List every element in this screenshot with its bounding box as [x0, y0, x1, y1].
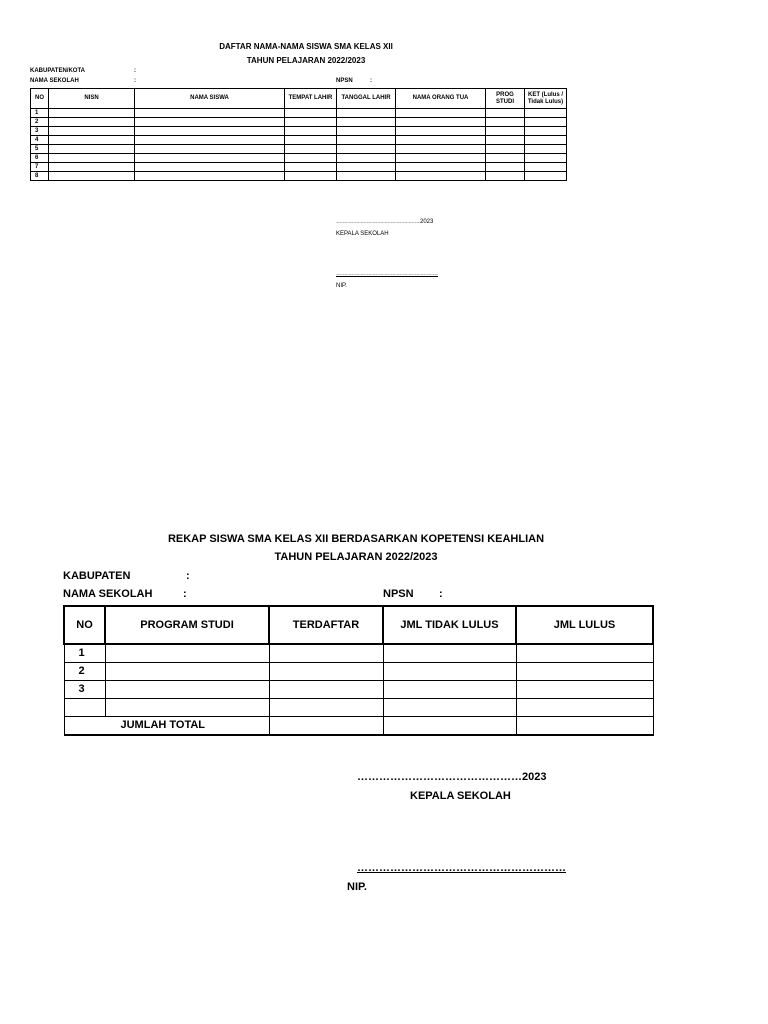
- section1-kabupaten-colon: :: [134, 68, 136, 74]
- row-number: 1: [64, 644, 105, 663]
- column-header-jml-lulus: JML LULUS: [516, 606, 653, 644]
- section1-npsn-label: NPSN: [336, 78, 353, 84]
- table-row: [31, 127, 567, 136]
- row-number: 8: [31, 172, 49, 181]
- section2-sign-role: KEPALA SEKOLAH: [410, 790, 511, 802]
- row-number: 6: [31, 154, 49, 163]
- column-header-prog-studi: PROG STUDI: [486, 89, 525, 109]
- section1-sign-role: KEPALA SEKOLAH: [336, 231, 389, 237]
- table-row: [31, 154, 567, 163]
- column-header-program-studi: PROGRAM STUDI: [105, 606, 269, 644]
- section1-nip-label: NIP.: [336, 283, 347, 289]
- section1-title-line1: DAFTAR NAMA-NAMA SISWA SMA KELAS XII: [219, 42, 393, 51]
- total-row: [64, 717, 653, 736]
- section2-signature-line: …………………………………………………: [357, 862, 566, 874]
- row-number: 3: [64, 681, 105, 699]
- section1-title-line2: TAHUN PELAJARAN 2022/2023: [246, 56, 366, 65]
- column-header-jml-tidak-lulus: JML TIDAK LULUS: [383, 606, 516, 644]
- column-header-no: NO: [31, 89, 49, 109]
- column-header-tempat-lahir: TEMPAT LAHIR: [285, 89, 337, 109]
- table-row: [64, 663, 653, 681]
- row-number: 7: [31, 163, 49, 172]
- column-header-nama-orang-tua: NAMA ORANG TUA: [396, 89, 486, 109]
- table-row: [31, 118, 567, 127]
- table-row: [31, 109, 567, 118]
- column-header-no: NO: [64, 606, 105, 644]
- column-header-ket: KET (Lulus / Tidak Lulus): [525, 89, 567, 109]
- section2-kabupaten-label: KABUPATEN: [63, 570, 131, 582]
- section1-kabupaten-label: KABUPATEN/KOTA: [30, 68, 85, 74]
- total-label: JUMLAH TOTAL: [64, 717, 269, 736]
- section1-nama-sekolah-colon: :: [134, 78, 136, 84]
- column-header-tanggal-lahir: TANGGAL LAHIR: [337, 89, 396, 109]
- section2-kabupaten-colon: :: [186, 570, 190, 582]
- section2-npsn-label: NPSN: [383, 588, 414, 600]
- recap-table: [63, 605, 654, 736]
- row-number: 5: [31, 145, 49, 154]
- section2-nip-label: NIP.: [347, 881, 367, 893]
- row-number: 1: [31, 109, 49, 118]
- table-row: [31, 163, 567, 172]
- section2-nama-sekolah-colon: :: [183, 588, 187, 600]
- table-row: [31, 136, 567, 145]
- table-row: [31, 172, 567, 181]
- table-header-row: [64, 606, 653, 644]
- section2-sign-date: ………………………………………2023: [357, 771, 547, 783]
- section1-nama-sekolah-label: NAMA SEKOLAH: [30, 78, 79, 84]
- student-list-table: [30, 88, 567, 181]
- row-number: [64, 699, 105, 717]
- row-number: 4: [31, 136, 49, 145]
- table-row: [64, 644, 653, 663]
- row-number: 2: [64, 663, 105, 681]
- section2-nama-sekolah-label: NAMA SEKOLAH: [63, 588, 153, 600]
- table-header-row: [31, 89, 567, 109]
- column-header-nama-siswa: NAMA SISWA: [135, 89, 285, 109]
- section2-npsn-colon: :: [439, 588, 443, 600]
- table-row: [31, 145, 567, 154]
- section2-title-line1: REKAP SISWA SMA KELAS XII BERDASARKAN KOPETENSI KEAHLIAN: [167, 533, 545, 545]
- section2-title-line2: TAHUN PELAJARAN 2022/2023: [274, 551, 438, 563]
- column-header-nisn: NISN: [49, 89, 135, 109]
- section1-npsn-colon: :: [370, 78, 372, 84]
- table-row: [64, 699, 653, 717]
- row-number: 3: [31, 127, 49, 136]
- section1-sign-date: ……………………………………2023: [336, 219, 434, 225]
- table-row: [64, 681, 653, 699]
- section1-signature-line: ……………………………………………: [336, 271, 438, 277]
- row-number: 2: [31, 118, 49, 127]
- column-header-terdaftar: TERDAFTAR: [269, 606, 383, 644]
